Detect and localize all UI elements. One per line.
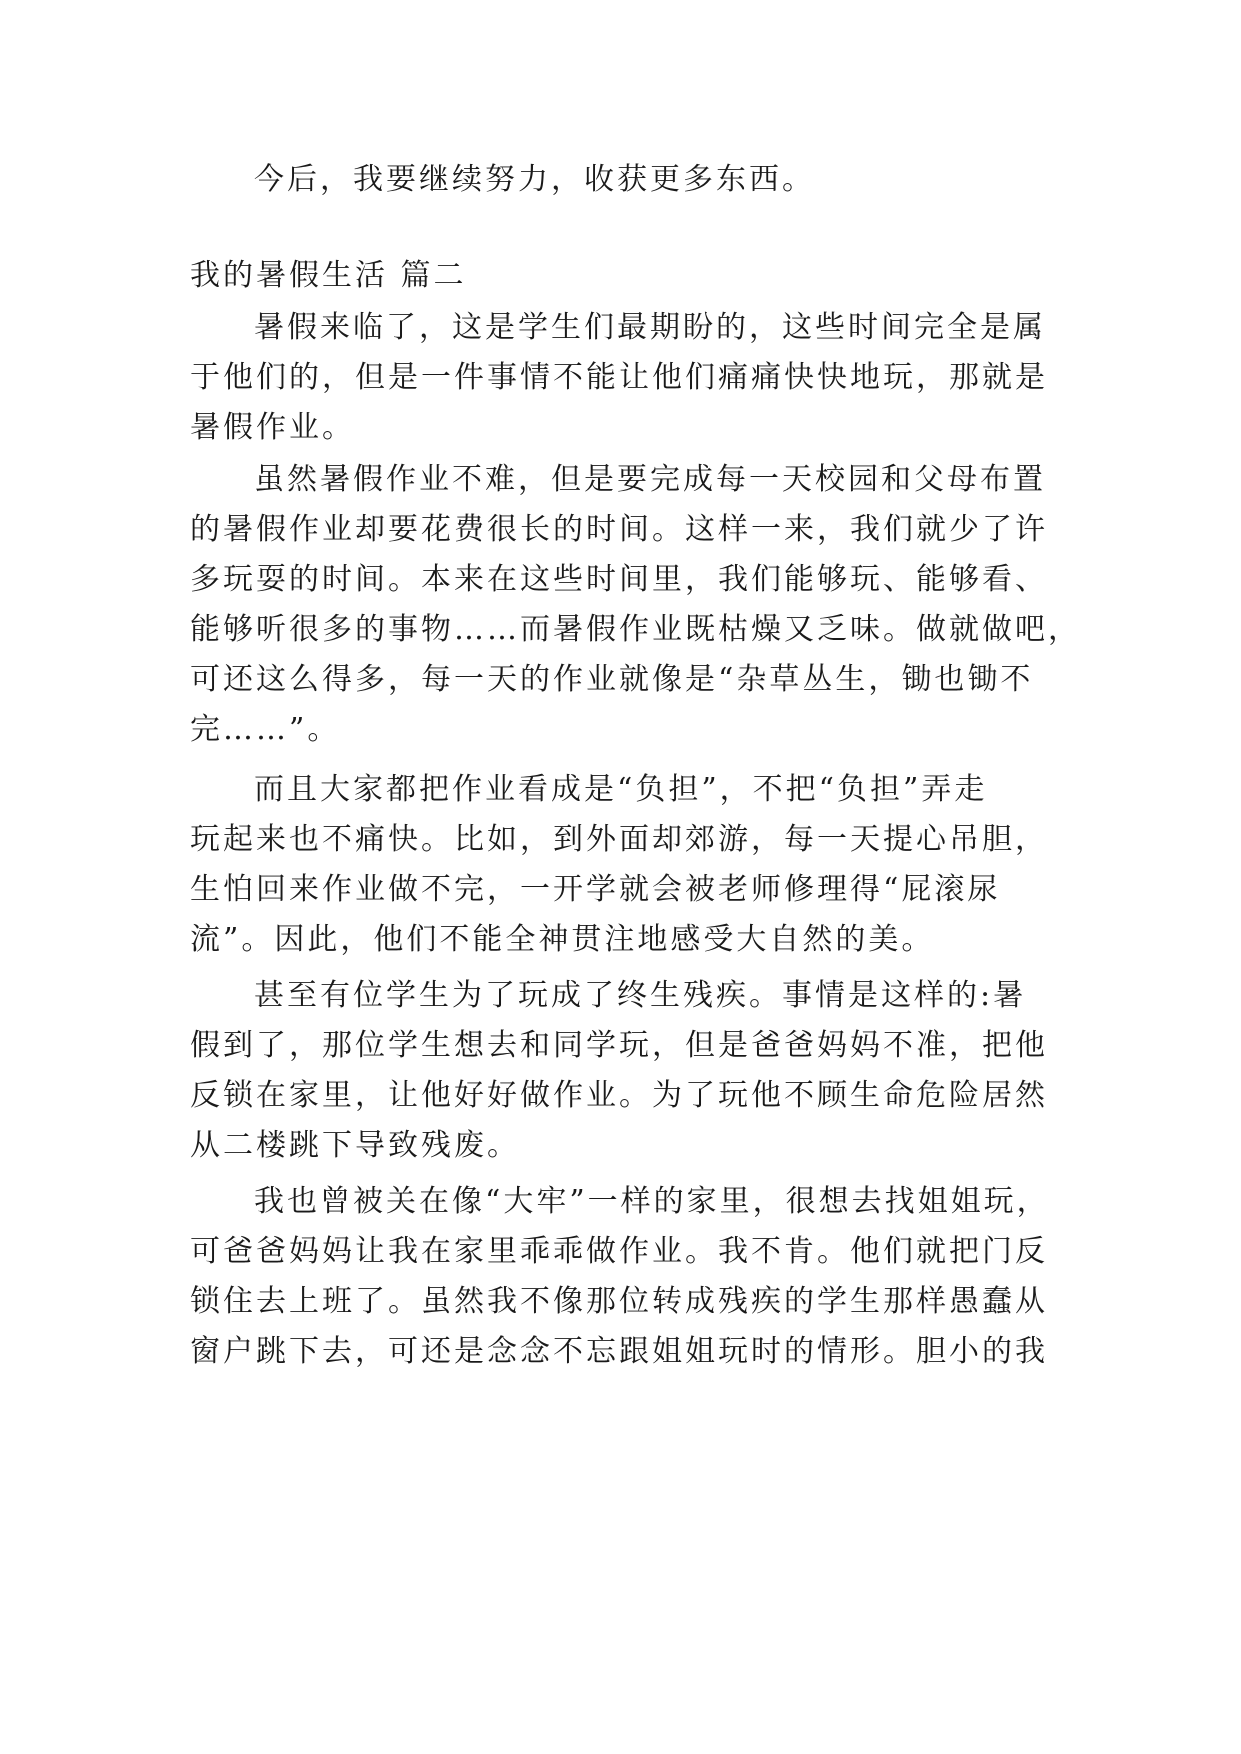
paragraph-2-line-3: 多玩耍的时间。本来在这些时间里，我们能够玩、能够看、 (190, 562, 1048, 597)
intro-line: 今后，我要继续努力，收获更多东西。 (254, 162, 815, 197)
paragraph-3-line-3: 生怕回来作业做不完，一开学就会被老师修理得“屁滚尿 (190, 872, 1001, 907)
paragraph-3-line-4: 流”。因此，他们不能全神贯注地感受大自然的美。 (190, 922, 935, 957)
paragraph-1-line-2: 于他们的，但是一件事情不能让他们痛痛快快地玩，那就是 (190, 360, 1048, 395)
paragraph-3-line-2: 玩起来也不痛快。比如，到外面却郊游，每一天提心吊胆， (190, 822, 1048, 857)
paragraph-2-line-5: 可还这么得多，每一天的作业就像是“杂草丛生，锄也锄不 (190, 662, 1034, 697)
paragraph-5-line-3: 锁住去上班了。虽然我不像那位转成残疾的学生那样愚蠢从 (190, 1284, 1048, 1319)
paragraph-2-line-1: 虽然暑假作业不难，但是要完成每一天校园和父母布置 (254, 462, 1046, 497)
paragraph-4-line-1: 甚至有位学生为了玩成了终生残疾。事情是这样的:暑 (254, 978, 1027, 1013)
paragraph-4-line-3: 反锁在家里，让他好好做作业。为了玩他不顾生命危险居然 (190, 1078, 1048, 1113)
paragraph-1-line-1: 暑假来临了，这是学生们最期盼的，这些时间完全是属 (254, 310, 1046, 345)
paragraph-5-line-4: 窗户跳下去，可还是念念不忘跟姐姐玩时的情形。胆小的我 (190, 1334, 1048, 1369)
paragraph-2-line-2: 的暑假作业却要花费很长的时间。这样一来，我们就少了许 (190, 512, 1048, 547)
paragraph-5-line-2: 可爸爸妈妈让我在家里乖乖做作业。我不肯。他们就把门反 (190, 1234, 1048, 1269)
paragraph-3-line-1: 而且大家都把作业看成是“负担”，不把“负担”弄走 (254, 772, 988, 807)
paragraph-1-line-3: 暑假作业。 (190, 410, 355, 445)
paragraph-2-line-4: 能够听很多的事物……而暑假作业既枯燥又乏味。做就做吧， (190, 612, 1081, 647)
paragraph-4-line-4: 从二楼跳下导致残废。 (190, 1128, 520, 1163)
paragraph-4-line-2: 假到了，那位学生想去和同学玩，但是爸爸妈妈不准，把他 (190, 1028, 1048, 1063)
paragraph-2-line-6: 完……”。 (190, 712, 341, 747)
section-title: 我的暑假生活 篇二 (190, 258, 467, 293)
paragraph-5-line-1: 我也曾被关在像“大牢”一样的家里，很想去找姐姐玩， (254, 1184, 1050, 1219)
